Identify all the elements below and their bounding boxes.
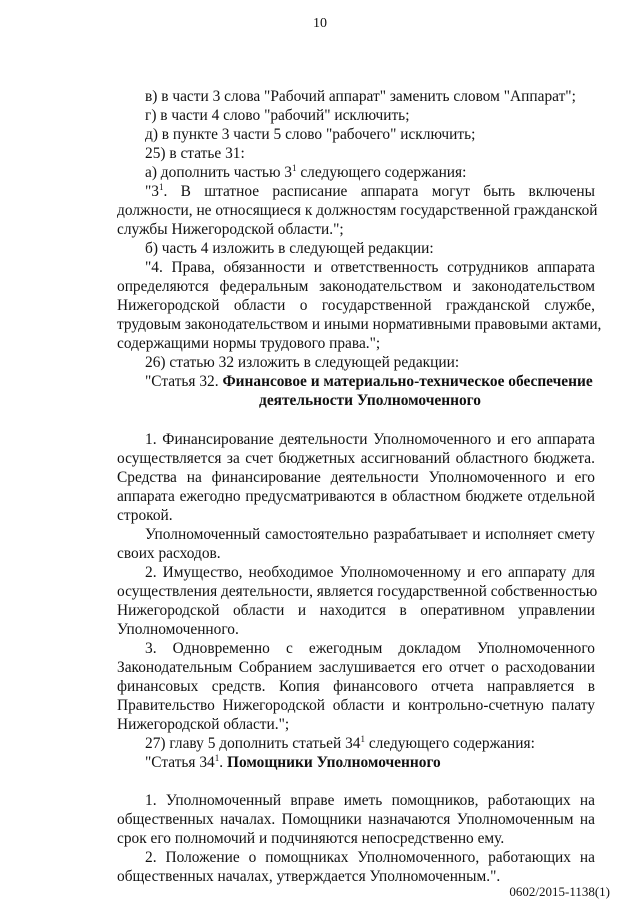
text-span: следующего содержания: bbox=[296, 164, 467, 181]
text-span: "3 bbox=[145, 183, 159, 200]
text-line: своих расходов. bbox=[117, 545, 221, 562]
text-line: Нижегородской области."; bbox=[117, 716, 290, 733]
article-title: Финансовое и материально-техническое обеспечение bbox=[222, 373, 593, 390]
text-line: 2. Имущество, необходимое Уполномоченному и его аппарату для bbox=[145, 564, 595, 581]
text-line: Уполномоченного. bbox=[117, 621, 239, 638]
text-line: общественных началах, утверждается Уполномоченным.". bbox=[117, 868, 501, 885]
text-line: финансовых средств. Копия финансового отчета направляется в bbox=[117, 678, 595, 695]
text-span: "Статья 34 bbox=[145, 754, 215, 771]
text-line: б) часть 4 изложить в следующей редакции: bbox=[145, 240, 434, 257]
text-line: осуществления деятельности, является государственной собственностью bbox=[117, 583, 598, 600]
text-line: 1. Финансирование деятельности Уполномоченного и его аппарата bbox=[145, 431, 595, 448]
document-code: 0602/2015-1138(1) bbox=[509, 884, 610, 899]
text-span: 27) главу 5 дополнить статьей 34 bbox=[145, 735, 361, 752]
text-line: 26) статью 32 изложить в следующей редакции: bbox=[145, 354, 460, 371]
text-span: . bbox=[219, 754, 227, 771]
text-line: в) в части 3 слова "Рабочий аппарат" заменить словом "Аппарат"; bbox=[145, 88, 576, 105]
text-line: Законодательным Собранием заслушивается его отчет о расходовании bbox=[117, 659, 595, 676]
text-line: должности, не относящиеся к должностям государственной гражданской bbox=[117, 202, 598, 219]
text-line: д) в пункте 3 части 5 слово "рабочего" исключить; bbox=[145, 126, 476, 143]
text-line bbox=[145, 163, 466, 182]
text-line bbox=[145, 182, 595, 201]
text-line: Нижегородской области о государственной гражданской службе, bbox=[117, 297, 595, 314]
superscript: 1 bbox=[214, 753, 220, 763]
text-line: 25) в статье 31: bbox=[145, 145, 245, 162]
text-line: 1. Уполномоченный вправе иметь помощников, работающих на bbox=[145, 792, 595, 809]
text-line: срок его полномочий и подчиняются непосредственно ему. bbox=[117, 830, 505, 847]
text-line: осуществляется за счет бюджетных ассигнований областного бюджета. bbox=[117, 450, 595, 467]
superscript: 1 bbox=[360, 734, 365, 744]
text-line: 2. Положение о помощниках Уполномоченного, работающих на bbox=[145, 849, 595, 866]
text-span: "Статья 32. bbox=[145, 373, 223, 390]
text-span: а) дополнить частью 3 bbox=[145, 164, 292, 181]
text-line: Средства на финансирование деятельности Уполномоченного и его bbox=[117, 469, 595, 486]
text-line: г) в части 4 слово "рабочий" исключить; bbox=[145, 107, 410, 124]
text-line: Правительство Нижегородской области и контрольно-счетную палату bbox=[117, 697, 595, 714]
text-span: следующего содержания: bbox=[364, 735, 535, 752]
article-heading bbox=[145, 753, 441, 772]
article-heading bbox=[145, 372, 593, 391]
text-line bbox=[145, 734, 535, 753]
article-title: деятельности Уполномоченного bbox=[259, 392, 481, 409]
text-line: строкой. bbox=[117, 507, 173, 524]
article-title: Помощники Уполномоченного bbox=[226, 754, 441, 771]
text-line: аппарата ежегодно предусматриваются в областном бюджете отдельной bbox=[117, 488, 595, 505]
text-line: содержащими нормы трудового права."; bbox=[117, 335, 381, 352]
text-span: . В штатное расписание аппарата могут быть включены bbox=[163, 183, 595, 200]
superscript: 1 bbox=[292, 163, 297, 173]
text-line: общественных началах. Помощники назначаются Уполномоченным на bbox=[117, 811, 595, 828]
text-line: службы Нижегородской области."; bbox=[117, 221, 344, 238]
superscript: 1 bbox=[158, 182, 164, 192]
page-number: 10 bbox=[313, 16, 327, 31]
text-line: определяются федеральным законодательством и законодательством bbox=[117, 278, 595, 295]
text-line: 3. Одновременно с ежегодным докладом Уполномоченного bbox=[145, 640, 595, 657]
text-line: "4. Права, обязанности и ответственность сотрудников аппарата bbox=[145, 259, 595, 276]
text-line: трудовым законодательством и иными нормативными правовыми актами, bbox=[117, 316, 602, 333]
text-line: Уполномоченный самостоятельно разрабатывает и исполняет смету bbox=[145, 526, 595, 543]
text-line: Нижегородской области и находится в оперативном управлении bbox=[117, 602, 595, 619]
